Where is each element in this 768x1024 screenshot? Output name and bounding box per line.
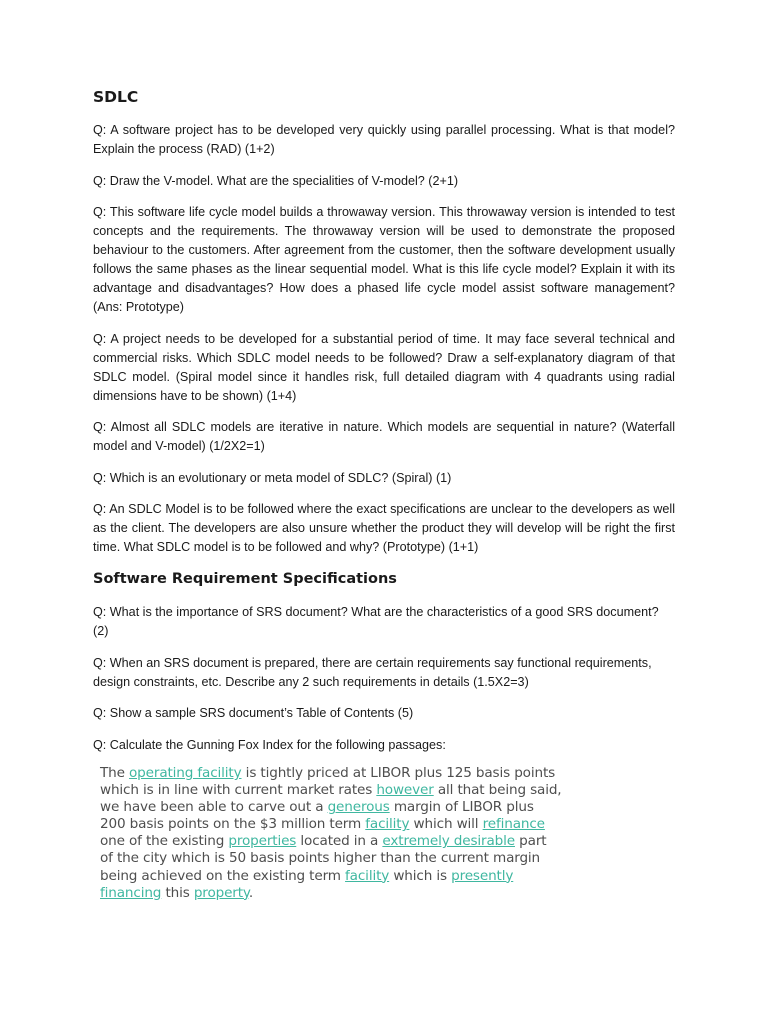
document-body xyxy=(93,88,675,767)
highlighted-word: property xyxy=(193,884,249,901)
srs-heading: Software Requirement Specifications xyxy=(93,571,397,587)
passage-text: all that being said, xyxy=(433,782,562,799)
question-prototype: Q: This software life cycle model builds a throwaway version. This throwaway version is intended to test concepts and the requirements. The throwaway version will be used to demonstrate the proposed behaviour to the customers. After agreement from the customer, then the software development usually follows the same phases as the linear sequential model. What is this life cycle model? Explain it with its advantage and disadvantages? How does a phased life cycle model assist software management? (Ans: Prototype) xyxy=(93,205,675,314)
passage-text: which is in line with current market rates xyxy=(100,782,377,799)
highlighted-word: facility xyxy=(365,816,410,833)
question-spiral: Q: A project needs to be developed for a substantial period of time. It may face several technical and commercial risks. Which SDLC model needs to be followed? Draw a self-explanatory diagram of that SDLC model. (Spiral model since it handles risk, full detailed diagram with 4 quadrants using radial dimensions have to be shown) (1+4) xyxy=(93,331,675,403)
highlighted-word: presently xyxy=(451,867,514,884)
passage-text: which will xyxy=(409,816,483,833)
passage-line xyxy=(100,816,620,833)
passage-text: one of the existing xyxy=(100,833,229,850)
passage-line xyxy=(100,765,620,782)
passage-image xyxy=(100,765,620,902)
sdlc-heading: SDLC xyxy=(93,88,139,106)
question-sequential: Q: Almost all SDLC models are iterative in nature. Which models are sequential in nature? (Waterfall model and V-model) (1/2X2=1) xyxy=(93,420,675,453)
passage-line xyxy=(100,885,620,902)
highlighted-word: facility xyxy=(345,867,390,884)
passage-line xyxy=(100,799,620,816)
passage-text: part xyxy=(514,833,547,850)
question-srs-requirements: Q: When an SRS document is prepared, there are certain requirements say functional requirements, design constraints, etc. Describe any 2 such requirements in details (1.5X2=3) xyxy=(93,655,652,689)
passage-text: is tightly priced at LIBOR plus 125 basis points xyxy=(241,765,556,781)
question-unclear-specs: Q: An SDLC Model is to be followed where the exact specifications are unclear to the developers as well as the client. The developers are also unsure whether the product they will develop will be right the first time. What SDLC model is to be followed and why? (Prototype) (1+1) xyxy=(93,502,675,554)
question-rad: Q: A software project has to be developed very quickly using parallel processing. What is that model? Explain the process (RAD) (1+2) xyxy=(93,123,675,156)
highlighted-word: extremely desirable xyxy=(382,833,515,850)
question-gunning-fox: Q: Calculate the Gunning Fox Index for the following passages: xyxy=(93,737,446,752)
passage-text: which is xyxy=(389,867,452,884)
passage-text: being achieved on the existing term xyxy=(100,867,346,884)
passage-text: . xyxy=(248,884,254,901)
highlighted-word: operating facility xyxy=(129,765,242,781)
question-srs-importance: Q: What is the importance of SRS document? What are the characteristics of a good SRS document? (2) xyxy=(93,605,659,638)
passage-text: The xyxy=(100,765,130,781)
passage-text: margin of LIBOR plus xyxy=(389,799,534,816)
question-v-model: Q: Draw the V-model. What are the specialities of V-model? (2+1) xyxy=(93,173,459,188)
question-srs-toc: Q: Show a sample SRS document’s Table of Contents (5) xyxy=(93,706,414,720)
passage-line xyxy=(100,850,620,867)
passage-text: this xyxy=(161,884,194,901)
passage-line xyxy=(100,782,620,799)
passage-text: 200 basis points on the $3 million term xyxy=(100,816,366,833)
question-meta-model: Q: Which is an evolutionary or meta model of SDLC? (Spiral) (1) xyxy=(93,470,452,485)
highlighted-word: generous xyxy=(327,799,390,816)
passage-line xyxy=(100,868,620,885)
passage-line xyxy=(100,833,620,850)
highlighted-word: properties xyxy=(228,833,297,850)
passage-text: we have been able to carve out a xyxy=(100,799,328,816)
passage-text: located in a xyxy=(296,833,383,850)
highlighted-word: financing xyxy=(100,884,162,901)
highlighted-word: however xyxy=(376,782,434,799)
highlighted-word: refinance xyxy=(482,816,545,833)
passage-text: of the city which is 50 basis points higher than the current margin xyxy=(100,850,541,867)
